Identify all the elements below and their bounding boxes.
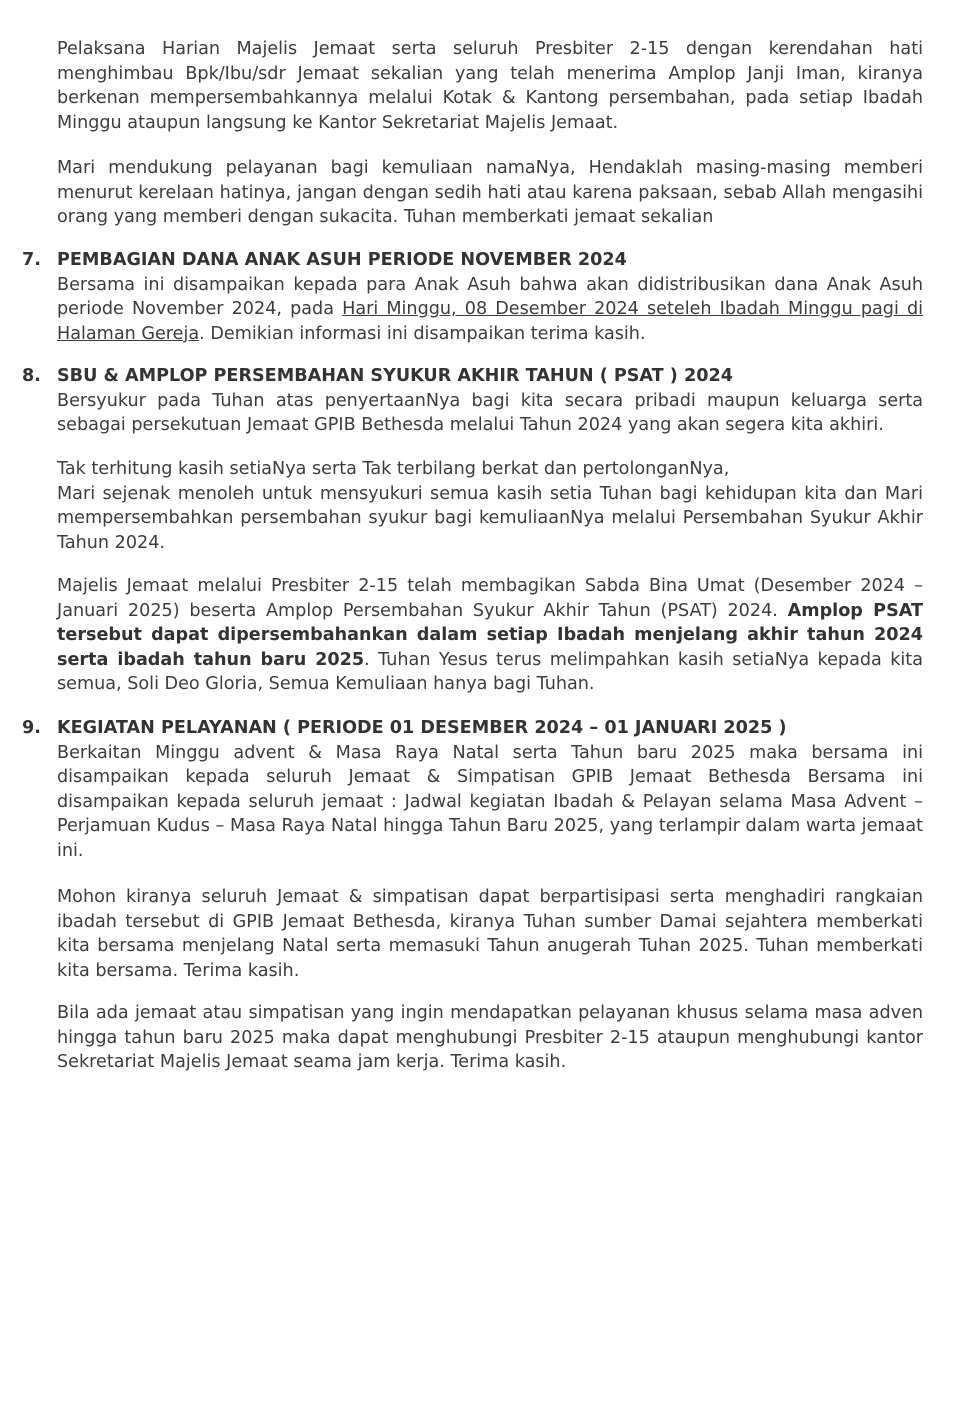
intro-paragraph-2 [57, 156, 923, 230]
section-7-number: 7. [22, 250, 41, 270]
section-8-gratitude [57, 457, 923, 555]
section-8-bold-notice: Amplop PSAT tersebut dapat dipersembahankan dalam setiap Ibadah menjelang akhir tahun 2024 serta ibadah tahun baru 2025 [57, 600, 923, 670]
section-7-text-start: Bersama ini disampaikan kepada para Anak Asuh bahwa akan didistribusikan dana Anak Asuh periode November 2024, pada [57, 274, 923, 320]
section-8-paragraph-2-line-1: Tak terhitung kasih setiaNya serta Tak terbilang berkat dan pertolonganNya, [57, 459, 730, 479]
intro-text-1: Pelaksana Harian Majelis Jemaat serta seluruh Presbiter 2-15 dengan kerendahan hati menghimbau Bpk/Ibu/sdr Jemaat sekalian yang telah menerima Amplop Janji Iman, kiranya berkenan mempersembahkannya melalui Kotak & Kantong persembahan, pada setiap Ibadah Minggu ataupun langsung ke Kantor Sekretariat Majelis Jemaat. [57, 39, 923, 133]
section-9-paragraph-2: Mohon kiranya seluruh Jemaat & simpatisan dapat berpartisipasi serta menghadiri rangkaian ibadah tersebut di GPIB Jemaat Bethesda, kiranya Tuhan sumber Damai sejahtera memberkati kita bersama menjelang Natal serta memasuki Tahun anugerah Tuhan 2025. Tuhan memberkati kita bersama. Terima kasih. [57, 887, 923, 981]
section-8-number: 8. [22, 366, 41, 386]
intro-text-2: Mari mendukung pelayanan bagi kemuliaan namaNya, Hendaklah masing-masing memberi menurut kerelaan hatinya, jangan dengan sedih hati atau karena paksaan, sebab Allah mengasihi orang yang memberi dengan sukacita. Tuhan memberkati jemaat sekalian [57, 158, 923, 228]
section-8-text-end: . Tuhan Yesus terus melimpahkan kasih setiaNya kepada kita semua, Soli Deo Gloria, Semua Kemuliaan hanya bagi Tuhan. [57, 649, 923, 695]
section-9-contact [57, 1001, 923, 1075]
section-9-paragraph-3: Bila ada jemaat atau simpatisan yang ingin mendapatkan pelayanan khusus selama masa adven hingga tahun baru 2025 maka dapat menghubungi Presbiter 2-15 ataupun menghubungi kantor Sekretariat Majelis Jemaat seama jam kerja. Terima kasih. [57, 1003, 923, 1073]
intro-paragraph-1 [57, 37, 923, 135]
section-7-paragraph [57, 273, 923, 347]
section-9-number: 9. [22, 718, 41, 738]
section-8-title: SBU & AMPLOP PERSEMBAHAN SYUKUR AKHIR TAHUN ( PSAT ) 2024 [57, 366, 733, 386]
section-8-paragraph-1: Bersyukur pada Tuhan atas penyertaanNya bagi kita secara pribadi maupun keluarga serta sebagai persekutuan Jemaat GPIB Bethesda melalui Tahun 2024 yang akan segera kita akhiri. [57, 390, 923, 436]
section-8-text-start: Majelis Jemaat melalui Presbiter 2-15 telah membagikan Sabda Bina Umat (Desember 2024 – Januari 2025) beserta Amplop Persembahan Syukur Akhir Tahun (PSAT) 2024. [57, 576, 923, 621]
section-8-psat [57, 574, 923, 697]
section-8-paragraph-3 [57, 574, 923, 697]
section-9-paragraph-1: Berkaitan Minggu advent & Masa Raya Natal serta Tahun baru 2025 maka bersama ini disampaikan kepada seluruh Jemaat & Simpatisan GPIB Jemaat Bethesda Bersama ini disampaikan kepada seluruh jemaat : Jadwal kegiatan Ibadah & Pelayan selama Masa Advent – Perjamuan Kudus – Masa Raya Natal hingga Tahun Baru 2025, yang terlampir dalam warta jemaat ini. [57, 742, 923, 861]
section-8 [57, 364, 923, 438]
section-7 [57, 248, 923, 346]
section-9-title: KEGIATAN PELAYANAN ( PERIODE 01 DESEMBER 2024 – 01 JANUARI 2025 ) [57, 718, 787, 738]
section-8-paragraph-2: Mari sejenak menoleh untuk mensyukuri semua kasih setia Tuhan bagi kehidupan kita dan Mari mempersembahkan persembahan syukur bagi kemuliaanNya melalui Persembahan Syukur Akhir Tahun 2024. [57, 483, 923, 553]
section-7-text-end: . Demikian informasi ini disampaikan terima kasih. [199, 323, 646, 344]
section-7-schedule-underlined: Hari Minggu, 08 Desember 2024 seteleh Ibadah Minggu pagi di Halaman Gereja [57, 299, 924, 344]
section-7-title: PEMBAGIAN DANA ANAK ASUH PERIODE NOVEMBER 2024 [57, 250, 627, 270]
section-9-invitation [57, 885, 923, 983]
section-9 [57, 716, 923, 864]
